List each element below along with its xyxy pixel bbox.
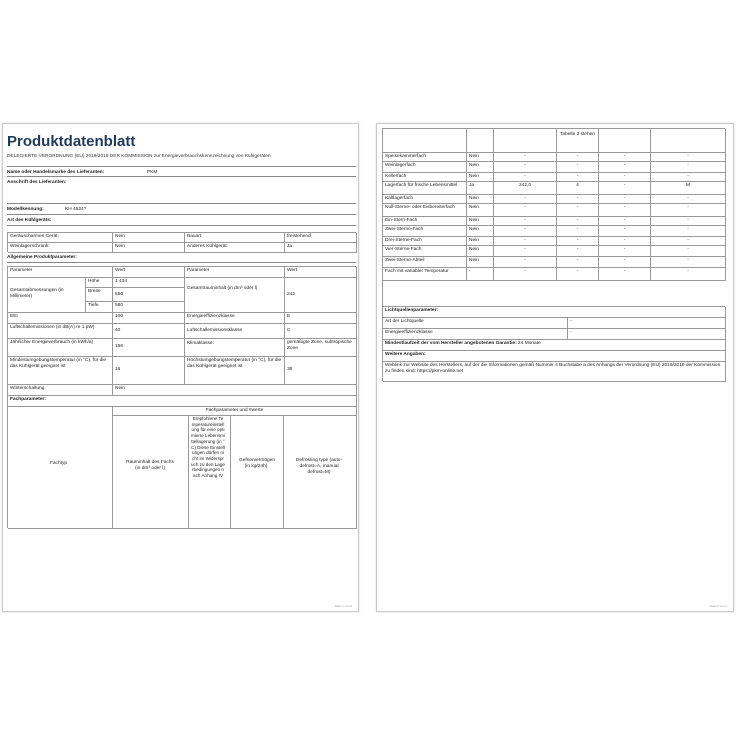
compartment-value: -: [494, 153, 557, 162]
max-temp-label: Höchstumgebungstemperatur (in °C), für die das Kühlgerät geeignet ist: [185, 357, 285, 385]
noise-value: 40: [113, 324, 185, 339]
compartment-name: Zwei-Sterne-Fach: [383, 226, 467, 237]
type-heading: [7, 215, 356, 226]
col-temp: Empfohlene Temperatureinstellung für eine optimierte Lebensmittellagerung (in °C) Diese Einstellungen dürfen nicht im Widerspruch zu den Lagerbedingungen nach Anhang IV: [191, 416, 225, 479]
compartment-value: -: [494, 195, 557, 204]
compartment-value: Nein: [467, 173, 494, 182]
compartment-value: -: [494, 268, 557, 281]
compartment-value: -: [494, 257, 557, 268]
model-row: [7, 204, 356, 215]
compartment-value: Nein: [467, 217, 494, 226]
compartment-table: [382, 128, 725, 306]
compartment-value: -: [494, 217, 557, 226]
compartment-name: Vier-Sterne-Fach: [383, 246, 467, 257]
compartment-value: Nein: [467, 226, 494, 237]
compartment-value: -: [599, 195, 651, 204]
compartment-value: -: [599, 237, 651, 246]
compartment-value: -: [651, 246, 726, 257]
page-number: Seite 2 von 2: [709, 604, 727, 608]
col-freeze: Gefriervermögen (in kg/24h): [239, 458, 275, 469]
params-header-4: Wert: [285, 267, 357, 278]
compartment-value: -: [494, 226, 557, 237]
type-cell: Weinlagerschrank:: [8, 243, 113, 253]
compartment-value: Nein: [467, 246, 494, 257]
climate-class-value: gemäßigte Zone, subtropische Zone: [285, 339, 357, 357]
compartment-value: -: [651, 268, 726, 281]
compartment-value: -: [494, 246, 557, 257]
type-cell: Ja: [285, 243, 357, 253]
compartment-value: -: [599, 217, 651, 226]
eei-value: 100: [113, 313, 185, 324]
type-table: [7, 232, 356, 252]
min-temp-label: Mindestumgebungstemperatur (in °C), für die das Kühlgerät geeignet ist: [8, 357, 113, 385]
compartment-name: Fach mit variabler Temperatur: [383, 268, 467, 281]
compartment-value: -: [557, 204, 599, 217]
more-text: Weblink zur Website des Herstellers, auf der die Informationen gemäß Nummer 4 Buchstabe a des Anhangs der Verordnung (EU) 2019/2019 der Kommission zu finden sind: https://pkm-online.net: [383, 362, 726, 382]
type-cell: Anderes Kühlgerät:: [185, 243, 285, 253]
params-heading: [7, 252, 356, 263]
compartment-value: -: [599, 226, 651, 237]
compartment-value: Ja: [467, 182, 494, 195]
compartment-name: Drei-Sterne-Fach: [383, 237, 467, 246]
compartment-value: -: [651, 195, 726, 204]
col-defrost-cell: [284, 416, 357, 529]
winter-label: Winterschaltung: [8, 385, 113, 396]
dims-width-label: Breite: [86, 288, 113, 302]
type-cell: Nein: [113, 243, 185, 253]
type-label: Art des Kühlgeräts:: [7, 218, 52, 223]
winter-value: Nein: [113, 385, 357, 396]
compartment-value: -: [599, 153, 651, 162]
col-temp-cell: [189, 416, 231, 529]
compartment-value: -: [557, 268, 599, 281]
col-volume: Rauminhalt des Fachs (in dm³ oder l): [126, 460, 174, 471]
light-type-value: -: [568, 318, 726, 329]
compartment-value: -: [494, 204, 557, 217]
compartment-value: 242,0: [494, 182, 557, 195]
params-header-3: Parameter: [185, 267, 285, 278]
address-row: [7, 177, 356, 204]
annual-energy-value: 156: [113, 339, 185, 357]
light-class-value: -: [568, 329, 726, 340]
gross-volume-value: 242: [285, 278, 357, 313]
compartment-value: Nein: [467, 153, 494, 162]
warranty-value: 24 Monate: [518, 341, 541, 346]
blank-head-5: [599, 129, 651, 153]
type-cell: freistehend: [285, 233, 357, 243]
params-label: Allgemeine Produktparameter:: [7, 255, 77, 260]
dims-label: Gesamtabmessungen (in Millimeter): [8, 278, 86, 313]
supplier-row: [7, 166, 356, 177]
climate-class-label: Klimaklasse:: [185, 339, 285, 357]
page-number: Seite 1 von 2: [334, 604, 352, 608]
dims-width-value: 550: [113, 288, 185, 302]
datasheet-page-2: [376, 123, 734, 612]
light-class-label: Energieeffizienzklasse: [383, 329, 568, 340]
compartment-value: -: [557, 226, 599, 237]
compartment-value: -: [599, 182, 651, 195]
compartment-name: Speisekammerfach: [383, 153, 467, 162]
col-freeze-cell: [231, 416, 284, 529]
energy-class-value: E: [285, 313, 357, 324]
noise-label: Luftschallemissionen (in dB(A) re 1 pW): [8, 324, 113, 339]
page-title: Produktdatenblatt: [7, 133, 136, 150]
type-cell: Nein: [113, 233, 185, 243]
compartment-value: -: [557, 162, 599, 173]
compartment-value: -: [467, 268, 494, 281]
dims-height-value: 1 434: [113, 278, 185, 288]
params-header-1: Parameter: [8, 267, 113, 278]
compartment-name: Ein-Stern-Fach: [383, 217, 467, 226]
compartment-value: -: [651, 226, 726, 237]
compartment-value: -: [494, 173, 557, 182]
col-fachtyp: Fachtyp: [49, 461, 68, 466]
params-header-2: Wert: [113, 267, 185, 278]
compartment-value: -: [599, 257, 651, 268]
supplier-value: PKM: [147, 170, 158, 175]
compartment-value: -: [599, 162, 651, 173]
compartment-value: -: [651, 162, 726, 173]
model-value: KH 4524?: [65, 207, 87, 212]
light-type-label: Art der Lichtquelle: [383, 318, 568, 329]
compartment-value: -: [557, 246, 599, 257]
address-label: Anschrift des Lieferanten:: [7, 180, 67, 185]
warranty-table: [382, 339, 725, 381]
compartment-value: -: [557, 257, 599, 268]
table-head-label: Tabelle 3 stehen: [557, 129, 599, 153]
dims-depth-label: Tiefe: [86, 302, 113, 313]
compartment-value: -: [599, 246, 651, 257]
comp-heading: Fachparameter:: [8, 396, 357, 407]
compartment-value: Nein: [467, 237, 494, 246]
light-table: [382, 306, 725, 339]
col-fachtyp-cell: [8, 407, 113, 529]
compartment-value: -: [557, 217, 599, 226]
more-heading: Weitere Angaben:: [383, 351, 726, 362]
compartment-name: Weinlagerfach: [383, 162, 467, 173]
compartment-value: Nein: [467, 162, 494, 173]
dims-depth-value: 580: [113, 302, 185, 313]
compartment-value: -: [651, 204, 726, 217]
compartment-value: 4: [557, 182, 599, 195]
params-table: [7, 266, 356, 528]
comp-header: Fachparameter und #werte: [113, 407, 357, 416]
compartment-value: -: [557, 195, 599, 204]
blank-head-3: [494, 129, 557, 153]
type-cell: Bauart:: [185, 233, 285, 243]
compartment-value: -: [599, 173, 651, 182]
min-temp-value: 16: [113, 357, 185, 385]
warranty-row: [383, 340, 726, 351]
compartment-value: -: [599, 204, 651, 217]
compartment-value: -: [651, 257, 726, 268]
col-volume-cell: [113, 416, 189, 529]
compartment-value: -: [557, 153, 599, 162]
datasheet-page-1: [2, 123, 359, 612]
noise-class-value: C: [285, 324, 357, 339]
model-label: Modellkennung:: [7, 207, 44, 212]
compartment-name: Kaltlagerfach: [383, 195, 467, 204]
compartment-name: Null-Sterne- oder Eisbereiterfach: [383, 204, 467, 217]
compartment-name: Kellerfach: [383, 173, 467, 182]
regulation-intro: DELEGIERTE VERORDNUNG (EU) 2019/2016 DER KOMMISSION zur Energieverbrauchskennzeichnung von Kühlgeräten: [7, 154, 271, 159]
warranty-label: Mindestlaufzeit der vom Hersteller angebotenen Garantie:: [385, 341, 517, 346]
blank-head-1: [383, 129, 467, 153]
annual-energy-label: Jährlicher Energieverbrauch (in kWh/a): [8, 339, 113, 357]
compartment-value: Nein: [467, 204, 494, 217]
compartment-value: -: [557, 173, 599, 182]
eei-label: EEI: [8, 313, 113, 324]
gross-volume-label: Gesamtrauminhalt (in dm³ oder l): [185, 278, 285, 313]
compartment-value: M: [651, 182, 726, 195]
noise-class-label: Luftschallemissionsklasse: [185, 324, 285, 339]
col-defrost: Defrosting type (auto-defrost=A, manual defrost=M): [295, 458, 343, 475]
max-temp-value: 38: [285, 357, 357, 385]
blank-head-6: [651, 129, 726, 153]
compartment-value: Nein: [467, 195, 494, 204]
compartment-value: -: [651, 237, 726, 246]
supplier-label: Name oder Handelsmarke des Lieferanten:: [7, 170, 105, 175]
compartment-name: Zwei-Sterne-Abteil: [383, 257, 467, 268]
type-cell: Geräuscharmes Gerät:: [8, 233, 113, 243]
compartment-value: -: [651, 153, 726, 162]
compartment-name: Lagerfach für frische Lebensmittel: [383, 182, 467, 195]
energy-class-label: Energieeffizienzklasse: [185, 313, 285, 324]
compartment-value: -: [651, 217, 726, 226]
compartment-value: -: [557, 237, 599, 246]
compartment-value: -: [651, 173, 726, 182]
compartment-value: -: [494, 237, 557, 246]
light-heading: Lichtquellenparameter:: [383, 307, 726, 318]
dims-height-label: Höhe: [86, 278, 113, 288]
blank-head-2: [467, 129, 494, 153]
compartment-value: -: [599, 268, 651, 281]
compartment-value: -: [494, 162, 557, 173]
compartment-value: Nein: [467, 257, 494, 268]
